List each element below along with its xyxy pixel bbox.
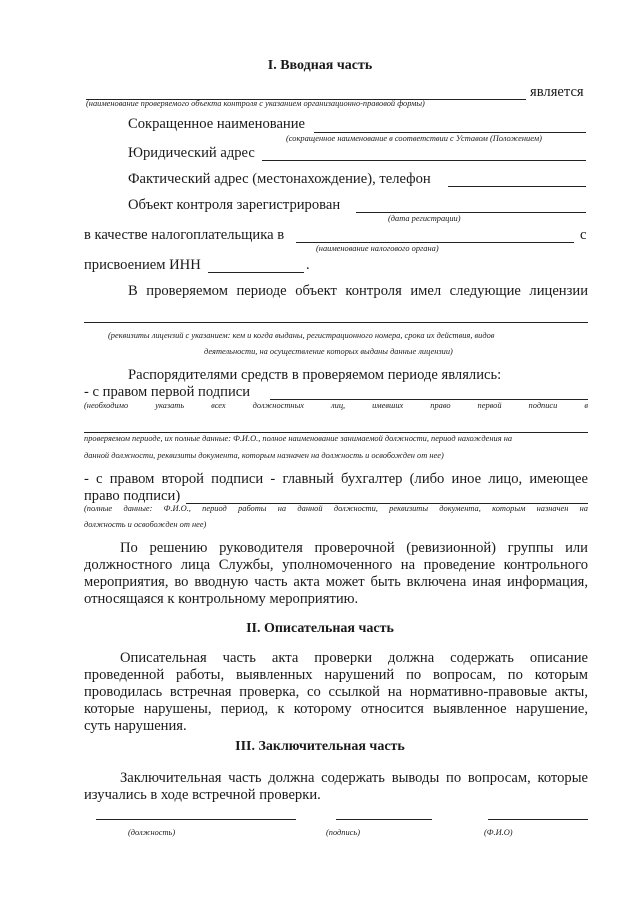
note-registration-date: (дата регистрации) <box>388 214 461 223</box>
section-1-title: I. Вводная часть <box>267 58 373 73</box>
inn-line[interactable] <box>208 272 304 273</box>
descriptive-line: проведенной работы, выявленных нарушений по вопросам, по которым <box>84 667 588 683</box>
actual-address-line[interactable] <box>448 186 586 187</box>
licenses-line[interactable] <box>84 322 588 323</box>
note-licenses-1: (реквизиты лицензий с указанием: кем и когда выданы, регистрационного номера, срока их действия, видов <box>108 331 495 340</box>
conclusion-line: Заключительная часть должна содержать выводы по вопросам, которые <box>120 770 588 786</box>
name-label: (Ф.И.О) <box>484 828 513 837</box>
decision-line: относящаяся к контрольному мероприятию. <box>84 591 359 607</box>
note-first-sign-2: проверяемом периоде, их полные данные: Ф.И.О., полное наименование занимаемой должности, период нахождения на <box>84 434 513 443</box>
inn-label: присвоением ИНН <box>84 257 201 273</box>
section-3-title: III. Заключительная часть <box>235 739 405 754</box>
decision-line: мероприятия, во вводную часть акта может быть включена иная информация, <box>84 574 588 590</box>
section-2-title: II. Описательная часть <box>246 621 394 636</box>
sign-signature-line[interactable] <box>336 819 432 820</box>
second-sign-line-2: право подписи) <box>84 488 181 504</box>
tax-authority-line[interactable] <box>296 242 574 243</box>
position-label: (должность) <box>128 828 176 837</box>
decision-line: должностного лица Службы, уполномоченного на проведение контрольного <box>84 557 588 573</box>
inn-period: . <box>306 257 310 273</box>
second-sign-line-1: - с правом второй подписи - главный бухгалтер (либо иное лицо, имеющее <box>84 471 588 487</box>
name-signature-line[interactable] <box>488 819 588 820</box>
position-signature-line[interactable] <box>96 819 296 820</box>
legal-address-label: Юридический адрес <box>128 145 255 161</box>
note-first-sign-3: данной должности, реквизиты документа, которым назначен на должность и освобожден от нее) <box>84 451 444 460</box>
note-object-name: (наименование проверяемого объекта контроля с указанием организационно-правовой формы) <box>86 99 425 108</box>
short-name-label: Сокращенное наименование <box>128 116 306 132</box>
registered-label: Объект контроля зарегистрирован <box>128 197 341 213</box>
short-name-line[interactable] <box>314 132 586 133</box>
descriptive-line: суть нарушения. <box>84 718 187 734</box>
first-sign-line-2[interactable] <box>84 432 588 433</box>
decision-line: По решению руководителя проверочной (ревизионной) группы или <box>120 540 588 556</box>
note-tax-authority: (наименование налогового органа) <box>316 244 439 253</box>
descriptive-line: Описательная часть акта проверки должна содержать описание <box>120 650 588 666</box>
note-licenses-2: деятельности, на осуществление которых выданы данные лицензии) <box>204 347 453 356</box>
conclusion-line: изучались в ходе встречной проверки. <box>84 787 321 803</box>
first-sign-label: - с правом первой подписи <box>84 384 251 400</box>
note-first-sign-1: (необходимо указать всех должностных лиц, имевших право первой подписи в <box>84 401 588 410</box>
legal-address-line[interactable] <box>262 160 586 161</box>
taxpayer-label: в качестве налогоплательщика в <box>84 227 285 243</box>
actual-address-label: Фактический адрес (местонахождение), телефон <box>128 171 431 187</box>
note-second-sign-1: (полные данные: Ф.И.О., период работы на данной должности, реквизиты документа, которым назначен на <box>84 504 588 513</box>
sign-label: (подпись) <box>326 828 360 837</box>
registration-date-line[interactable] <box>356 212 586 213</box>
taxpayer-suffix: с <box>580 227 587 243</box>
is-word: является <box>530 84 584 100</box>
licenses-text: В проверяемом периоде объект контроля имел следующие лицензии <box>128 283 588 299</box>
note-short-name: (сокращенное наименование в соответствии с Уставом (Положением) <box>286 134 542 143</box>
managers-text: Распорядителями средств в проверяемом периоде являлись: <box>128 367 502 383</box>
note-second-sign-2: должность и освобожден от нее) <box>84 520 207 529</box>
descriptive-line: проводилась встречная проверка, со ссылкой на нормативно-правовые акты, <box>84 684 588 700</box>
first-sign-line[interactable] <box>270 399 588 400</box>
descriptive-line: которые нарушены, период, к которому относится выявленное нарушение, <box>84 701 588 717</box>
